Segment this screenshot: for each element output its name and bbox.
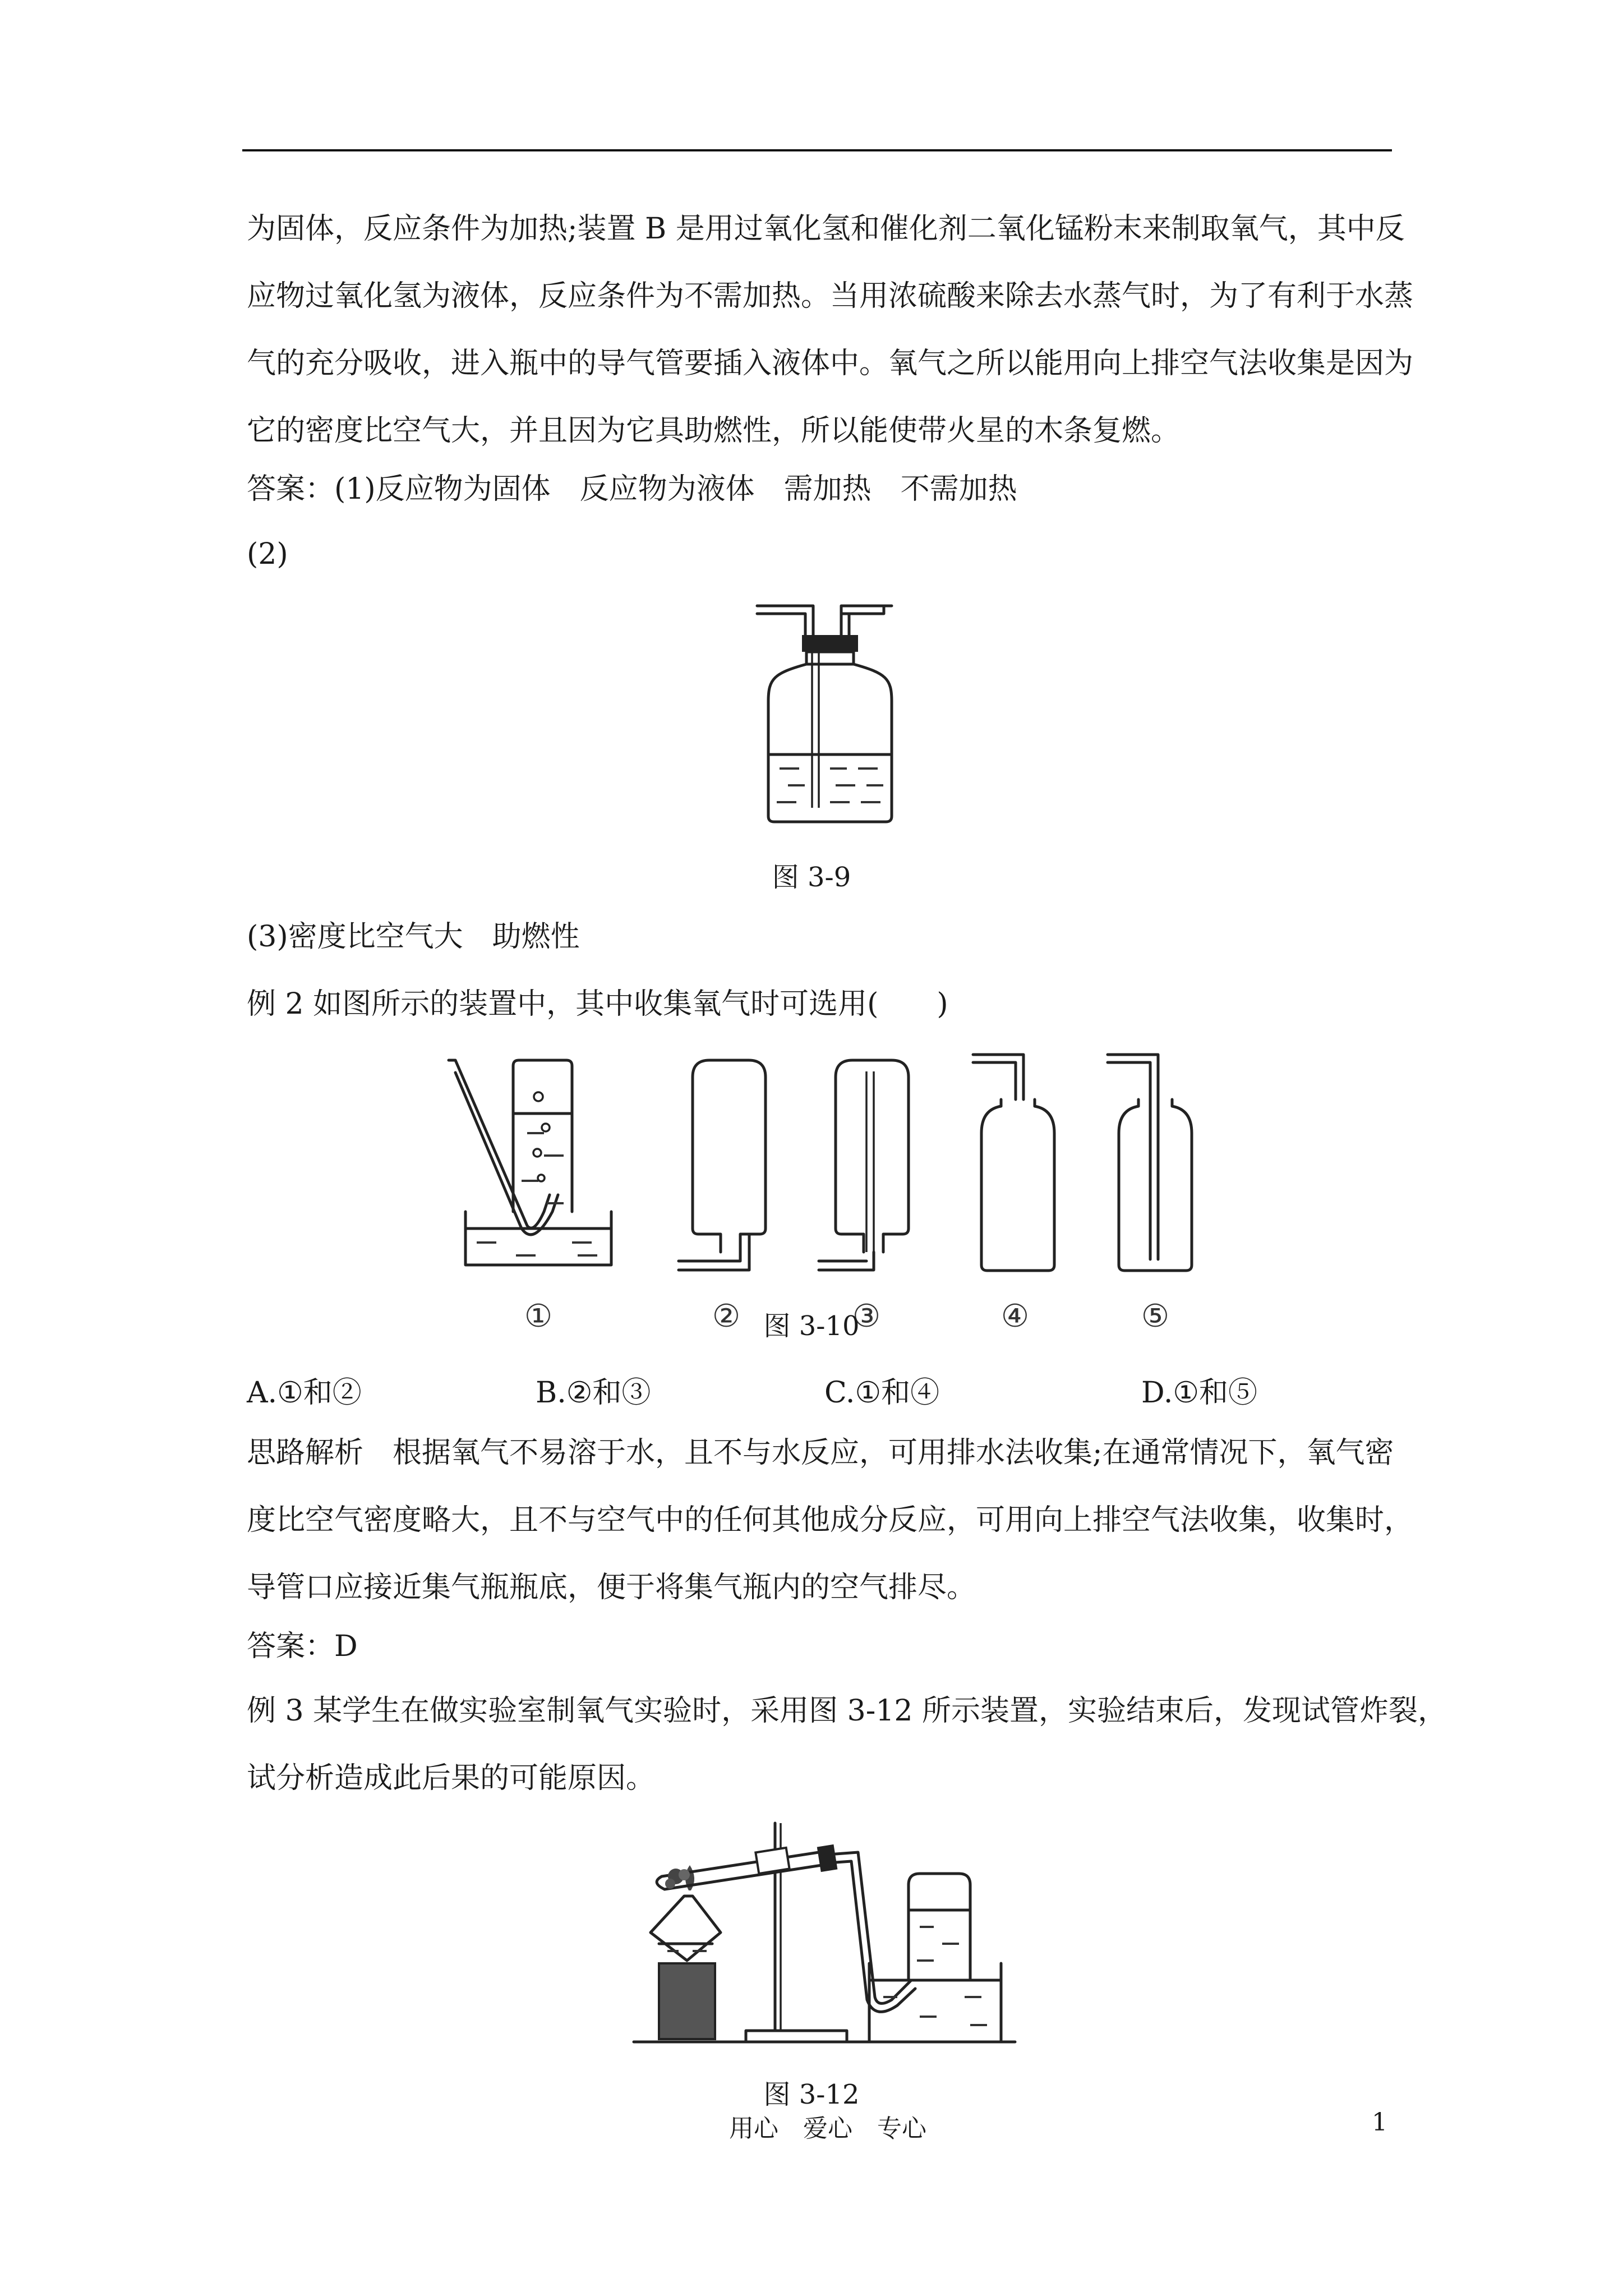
figure-3-10-caption: 图 3-10: [763, 1310, 860, 1342]
setup-label: ④: [1000, 1298, 1030, 1335]
footer-motto: 用心 爱心 专心: [729, 2114, 926, 2143]
setup-5-upright-long-tube: [1108, 1055, 1192, 1271]
setup-label: ②: [712, 1298, 741, 1335]
figure-3-12-heating-apparatus: [628, 1812, 1021, 2059]
setup-label: ⑤: [1141, 1298, 1170, 1335]
setup-2-inverted-short-tube: [679, 1060, 766, 1270]
answer-2-label: (2): [247, 537, 288, 571]
figure-3-12-caption: 图 3-12: [763, 2079, 860, 2110]
answer-3: (3)密度比空气大 助燃性: [247, 920, 580, 954]
header-rule: [242, 149, 1392, 151]
analysis-line: 度比空气密度略大，且不与空气中的任何其他成分反应，可用向上排空气法收集，收集时，: [247, 1503, 1414, 1537]
setup-label: ③: [852, 1298, 881, 1335]
example-3-question: 例 3 某学生在做实验室制氧气实验时，采用图 3-12 所示装置，实验结束后，发现试管炸裂，: [247, 1694, 1447, 1728]
analysis-line: 导管口应接近集气瓶瓶底，便于将集气瓶内的空气排尽。: [247, 1571, 976, 1604]
page-number: 1: [1372, 2108, 1387, 2137]
paragraph-line: 应物过氧化氢为液体，反应条件为不需加热。当用浓硫酸来除去水蒸气时，为了有利于水蒸: [247, 279, 1414, 313]
answer-1: 答案：(1)反应物为固体 反应物为液体 需加热 不需加热: [247, 472, 1017, 506]
choice-a: A.①和②: [247, 1376, 362, 1410]
figure-3-9-gas-washing-bottle: [746, 595, 903, 830]
setup-3-inverted-long-tube: [819, 1060, 909, 1270]
setup-1-water-displacement: [449, 1060, 611, 1265]
example-3-question: 试分析造成此后果的可能原因。: [247, 1761, 656, 1795]
paragraph-line: 它的密度比空气大，并且因为它具助燃性，所以能使带火星的木条复燃。: [247, 414, 1181, 448]
setup-label: ①: [524, 1298, 553, 1335]
paragraph-line: 为固体，反应条件为加热;装置 B 是用过氧化氢和催化剂二氧化锰粉末来制取氧气，其中反: [247, 212, 1405, 246]
example-2-question: 例 2 如图所示的装置中，其中收集氧气时可选用( ): [247, 987, 948, 1021]
choice-d: D.①和⑤: [1141, 1376, 1257, 1410]
answer-example-2: 答案：D: [247, 1630, 358, 1663]
analysis-line: 思路解析 根据氧气不易溶于水，且不与水反应，可用排水法收集;在通常情况下，氧气密: [247, 1436, 1394, 1470]
choice-c: C.①和④: [824, 1376, 940, 1410]
paragraph-line: 气的充分吸收，进入瓶中的导气管要插入液体中。氧气之所以能用向上排空气法收集是因为: [247, 347, 1414, 380]
choice-b: B.②和③: [536, 1376, 651, 1410]
figure-3-9-caption: 图 3-9: [772, 862, 851, 893]
setup-4-upright-short-tube: [973, 1055, 1054, 1271]
